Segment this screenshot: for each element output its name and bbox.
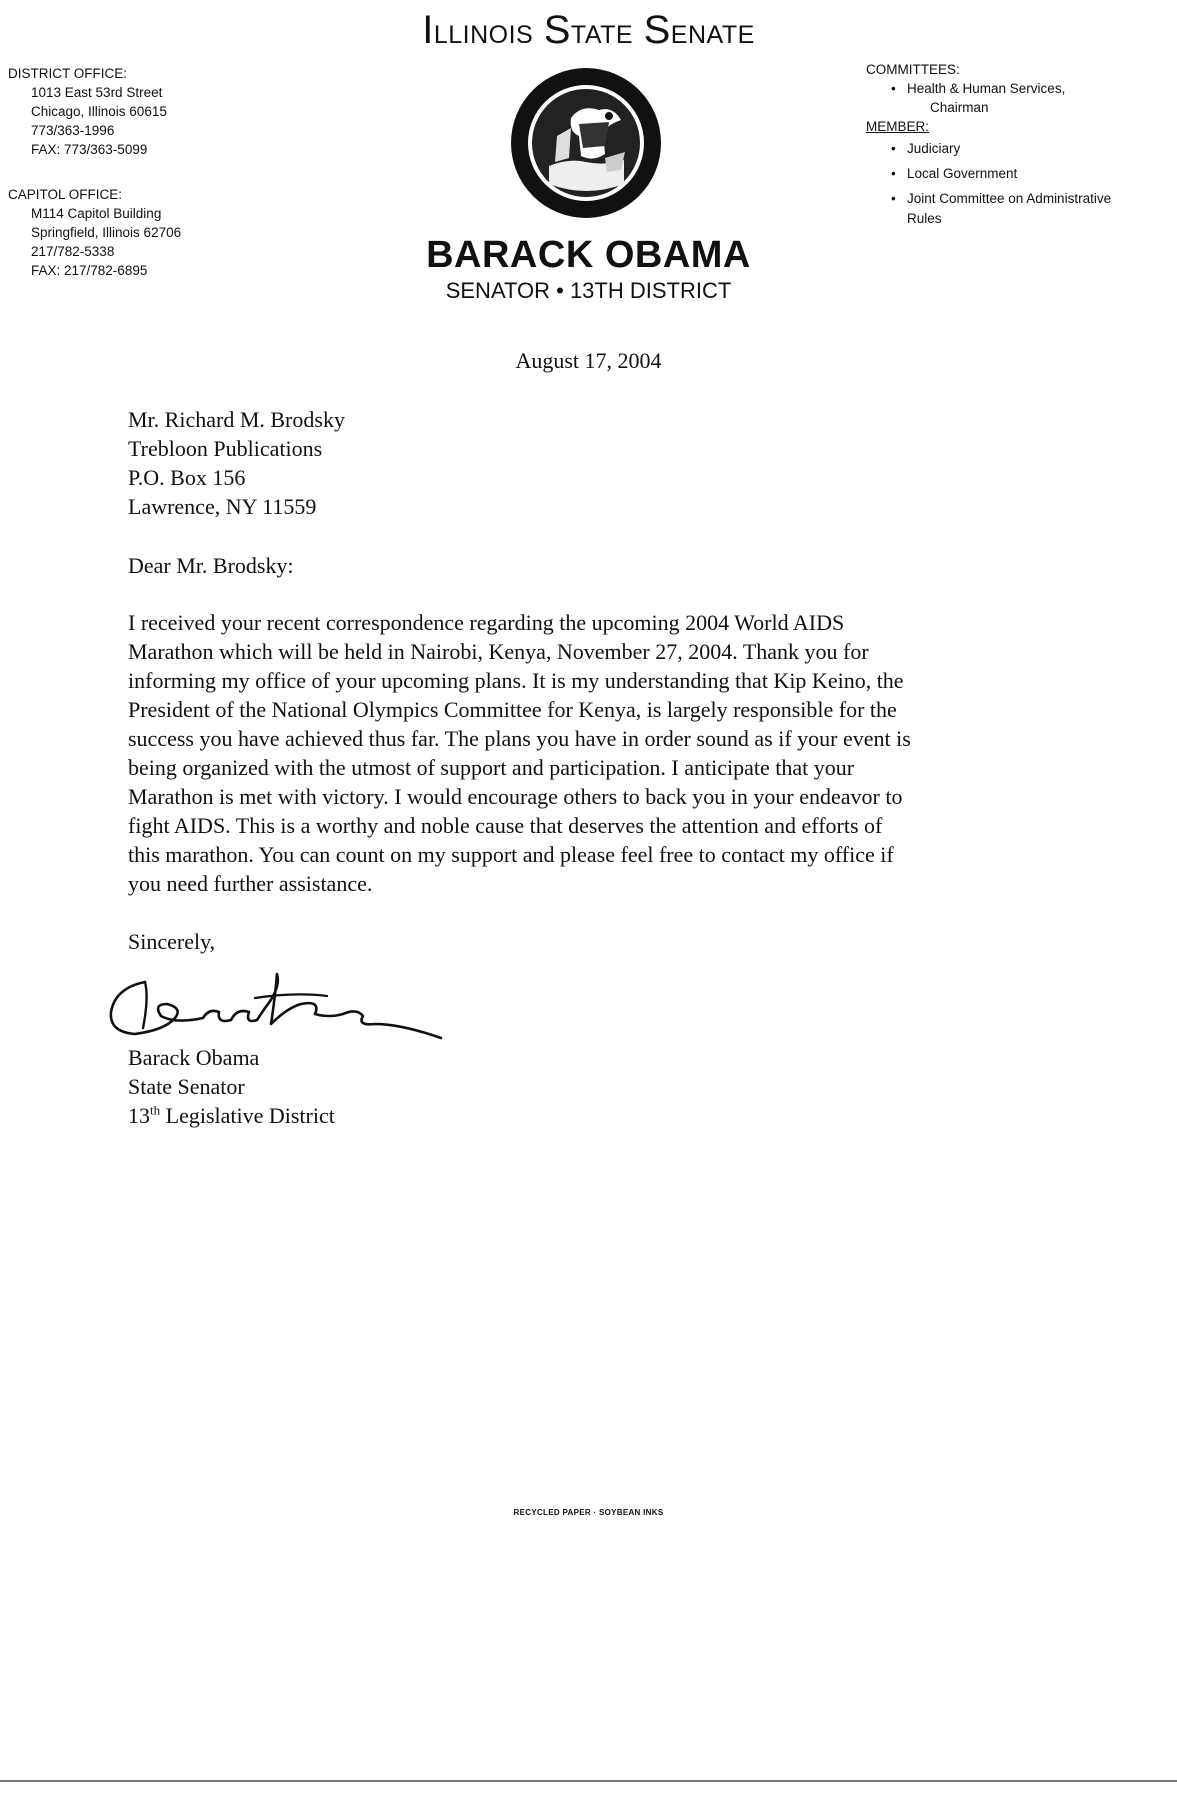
member-committee-item: • Joint Committee on Administrative bbox=[866, 186, 1176, 211]
chair-committee-item: • Health & Human Services, bbox=[866, 79, 1176, 98]
recipient-address bbox=[128, 405, 345, 521]
body-line: informing my office of your upcoming plans. It is my understanding that Kip Keino, the bbox=[128, 668, 904, 693]
body-line: you need further assistance. bbox=[128, 871, 373, 896]
capitol-office-line: Springfield, Illinois 62706 bbox=[31, 225, 182, 240]
district-office-line: 1013 East 53rd Street bbox=[31, 85, 163, 100]
scan-bottom-edge bbox=[0, 1780, 1177, 1782]
signer-title: State Senator bbox=[128, 1074, 245, 1099]
district-office-line: Chicago, Illinois 60615 bbox=[31, 104, 167, 119]
chair-role: Chairman bbox=[930, 100, 989, 115]
signature-block bbox=[128, 1043, 335, 1130]
member-committee-item: • Local Government bbox=[866, 161, 1176, 186]
member-heading: MEMBER: bbox=[866, 119, 930, 134]
capitol-office-line: M114 Capitol Building bbox=[31, 206, 162, 221]
recipient-line: P.O. Box 156 bbox=[128, 465, 246, 490]
illinois-state-seal-icon bbox=[509, 66, 663, 220]
signer-district-suffix: th bbox=[150, 1102, 161, 1118]
member-committee-item: • Judiciary bbox=[866, 136, 1176, 161]
senator-name: BARACK OBAMA bbox=[426, 234, 751, 276]
body-line: Marathon is met with victory. I would encourage others to back you in your endeavor to bbox=[128, 784, 903, 809]
body-line: President of the National Olympics Committee for Kenya, is largely responsible for the bbox=[128, 697, 897, 722]
recycled-paper-note: RECYCLED PAPER · SOYBEAN INKS bbox=[513, 1508, 664, 1517]
recipient-line: Mr. Richard M. Brodsky bbox=[128, 407, 345, 432]
signer-district bbox=[128, 1101, 335, 1130]
member-committee-list bbox=[866, 136, 1176, 211]
capitol-office-line: 217/782-5338 bbox=[31, 244, 115, 259]
letter-body bbox=[128, 608, 1048, 898]
recipient-line: Trebloon Publications bbox=[128, 436, 323, 461]
body-line: success you have achieved thus far. The plans you have in order sound as if your event is bbox=[128, 726, 911, 751]
recipient-line: Lawrence, NY 11559 bbox=[128, 494, 317, 519]
capitol-office-line: FAX: 217/782-6895 bbox=[31, 263, 148, 278]
body-line: being organized with the utmost of support and participation. I anticipate that your bbox=[128, 755, 855, 780]
district-office-heading: DISTRICT OFFICE: bbox=[8, 66, 128, 81]
letter-date: August 17, 2004 bbox=[515, 348, 662, 373]
chair-committee-list bbox=[866, 79, 1176, 98]
body-line: this marathon. You can count on my support and please feel free to contact my office if bbox=[128, 842, 894, 867]
body-line: fight AIDS. This is a worthy and noble cause that deserves the attention and efforts of bbox=[128, 813, 883, 838]
capitol-office-heading: CAPITOL OFFICE: bbox=[8, 187, 123, 202]
body-line: I received your recent correspondence regarding the upcoming 2004 World AIDS bbox=[128, 610, 845, 635]
closing: Sincerely, bbox=[128, 929, 216, 954]
body-line: Marathon which will be held in Nairobi, Kenya, November 27, 2004. Thank you for bbox=[128, 639, 869, 664]
signer-name: Barack Obama bbox=[128, 1045, 260, 1070]
letterhead-title-text: Illinois State Senate bbox=[422, 8, 755, 52]
member-committee-continuation: Rules bbox=[907, 211, 942, 226]
senator-district: SENATOR • 13TH DISTRICT bbox=[445, 278, 732, 303]
salutation: Dear Mr. Brodsky: bbox=[128, 553, 294, 578]
signer-district-number: 13 bbox=[128, 1103, 150, 1128]
district-office-line: FAX: 773/363-5099 bbox=[31, 142, 148, 157]
signer-district-rest: Legislative District bbox=[160, 1103, 335, 1128]
committees-block bbox=[866, 60, 1176, 226]
committees-heading: COMMITTEES: bbox=[866, 62, 960, 77]
district-office-line: 773/363-1996 bbox=[31, 123, 115, 138]
handwritten-signature bbox=[105, 968, 445, 1048]
letterhead-title bbox=[0, 8, 1177, 53]
district-office-block bbox=[8, 64, 167, 159]
